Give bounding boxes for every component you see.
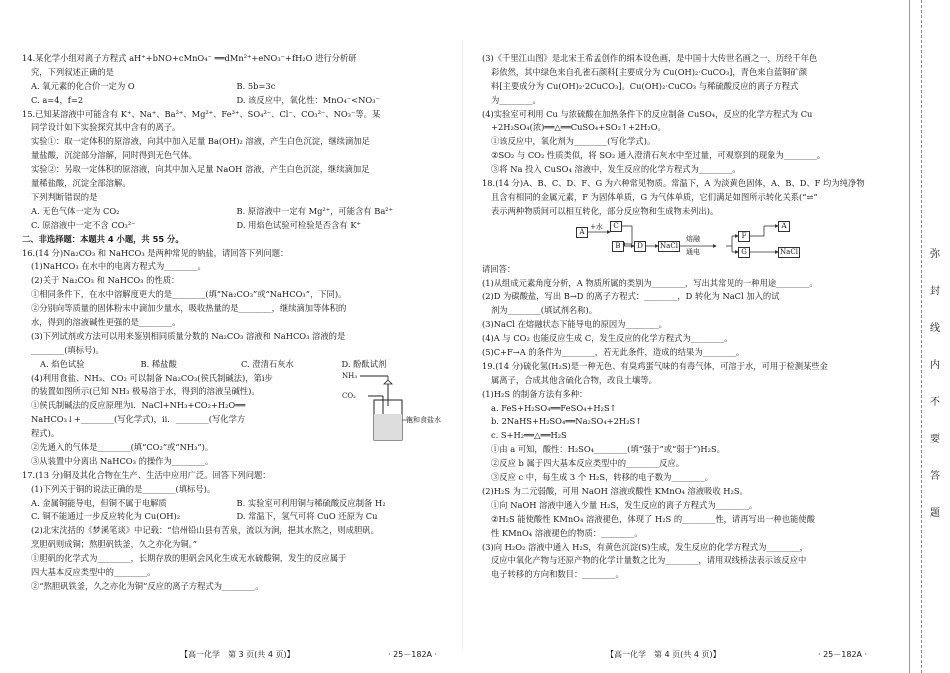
left-page-footer: 【高一化学 第 3 页(共 4 页)】 (180, 650, 295, 659)
q15-exp1: 实验①：取一定体积的原溶液，向其中加入足量 Ba(OH)₂ 溶液，产生白色沉淀，继续滴加足 (31, 136, 370, 147)
q14-option-d: D. 该反应中，氧化性：MnO₄⁻<NO₃⁻ (236, 94, 380, 105)
q19-2-2: ②H₂S 能使酸性 KMnO₄ 溶液褪色，体现了 H₂S 的________性，请再写出一种也能使酸 (491, 513, 815, 524)
q16-4-block (22, 372, 442, 469)
q16-4-1c: 程式)。 (31, 428, 60, 439)
left-page (22, 52, 442, 594)
q19-2-1: ①向 NaOH 溶液中通入少量 H₂S，发生反应的离子方程式为________。 (491, 499, 758, 510)
right-page-footer: 【高一化学 第 4 页(共 4 页)】 (606, 650, 721, 659)
q15-option-d: D. 用焰色试验可检验是否含有 K⁺ (236, 219, 361, 230)
q16-stem: 16.(14 分)Na₂CO₃ 和 NaHCO₃ 是两种常见的钠盐，请回答下列问题： (22, 247, 289, 258)
q16-option-b: B. 稀盐酸 (140, 358, 177, 369)
plus-water-label: +水 (590, 222, 603, 231)
q15-options-row2 (22, 219, 442, 233)
page-divider (462, 40, 463, 650)
q19-1: (1)H₂S 的制备方法有多种： (482, 388, 588, 399)
q16-option-a: A. 焰色试验 (40, 358, 85, 369)
q15-option-a: A. 无色气体一定为 CO₂ (31, 205, 120, 216)
q17-4-eq: +2H₂SO₄(浓)══△══CuSO₄+SO₂↑+2H₂O。 (491, 122, 666, 133)
q16-option-d: D. 酚酞试剂 (341, 358, 387, 369)
q16-2: (2)关于 Na₂CO₃ 和 NaHCO₃ 的性质： (31, 275, 180, 286)
node-f: F (738, 231, 750, 242)
seal-char: 弥 (930, 249, 940, 260)
node-a-right: A (778, 221, 790, 232)
seal-dashed-line (921, 0, 922, 673)
q17-1: (1)下列关于铜的说法正确的是________(填标号)。 (31, 483, 216, 494)
q16-option-c: C. 澄清石灰水 (241, 358, 294, 369)
q18-2b: 剂为________(填试剂名称)。 (491, 305, 598, 316)
q18-4: (4)A 与 CO₂ 也能反应生成 C，发生反应的化学方程式为________。 (482, 333, 733, 344)
q15-exp2-2: 量稀盐酸，沉淀全部溶解。 (31, 178, 131, 189)
q15-exp2: 实验②：另取一定体积的原溶液，向其中加入足量 NaOH 溶液，产生白色沉淀，继续滴加足 (31, 164, 370, 175)
node-g: G (738, 247, 750, 258)
node-c: C (610, 221, 622, 232)
q15-option-c: C. 原溶液中一定不含 CO₃²⁻ (31, 219, 136, 230)
q19-1-c: c. S+H₂══△══H₂S (491, 430, 567, 441)
node-a-left: A (576, 227, 588, 238)
q14-option-a: A. 氧元素的化合价一定为 O (31, 80, 135, 91)
q16-4-2: ②先通入的气体是________(填“CO₂”或“NH₃”)。 (31, 442, 214, 453)
q17-2-1: ①胆矾的化学式为________，长期存放的胆矾会风化生成无水硫酸铜，发生的反应属于 (31, 553, 347, 564)
q17-4-1: ①该反应中，氧化剂为________(写化学式)。 (491, 136, 656, 147)
q14-option-c: C. a=4，f=2 (31, 94, 84, 105)
node-d: D (634, 241, 646, 252)
section-heading: 二、非选择题：本题共 4 小题，共 55 分。 (22, 233, 184, 244)
apparatus-svg (340, 370, 440, 450)
q18-stem-2: 且含有相同的金属元素，F 为固体单质，G 为气体单质，它们满足如图所示转化关系(“⇌” (491, 191, 818, 202)
apparatus-figure (340, 370, 440, 450)
melt-label: 熔融 (686, 234, 700, 243)
q17-3c: 料[主要成分为 Cu(OH)₂·2CuCO₃]。Cu(OH)₂·CuCO₃ 与稀硫酸反应的离子方程式 (491, 80, 799, 91)
q16-2-2: ②分别向等质量的固体粉末中滴加少量水，吸收热量的是________，继续滴加等体积的 (31, 303, 347, 314)
q17-2: (2)北宋沈括的《梦溪笔谈》中记载：“信州铅山县有苦泉，流以为涧，挹其水熬之，则成胆矾。 (31, 525, 379, 536)
q17-4: (4)实验室可利用 Cu 与浓硫酸在加热条件下的反应制备 CuSO₄，反应的化学方程式为 Cu (482, 108, 813, 119)
q15-option-b: B. 原溶液中一定有 Mg²⁺，可能含有 Ba²⁺ (236, 205, 393, 216)
q17-4-3: ③将 Na 投入 CuSO₄ 溶液中，发生反应的化学方程式为________。 (491, 164, 741, 175)
q18-1: (1)从组成元素角度分析，A 物质所属的类别为________，写出其常见的一种用途________。 (482, 277, 818, 288)
node-nacl-1: NaCl (658, 241, 680, 252)
brine-label: 饱和食盐水 (406, 415, 441, 424)
q18-stem-3: 表示两种物质间可以相互转化，部分反应物和生成物未列出)。 (491, 205, 719, 216)
q19-1-b: b. 2NaHS+H₂SO₄══Na₂SO₄+2H₂S↑ (491, 416, 643, 427)
q17-4-2: ②SO₂ 与 CO₂ 性质类似，将 SO₂ 通入澄清石灰水中至过量，可观察到的现象为________。 (491, 150, 826, 161)
rail-edge (909, 0, 910, 673)
q17-3b: 彩依然，其中绿色来自孔雀石颜料[主要成分为 Cu(OH)₂·CuCO₃]，青色来自蓝铜矿颜 (491, 66, 808, 77)
seal-char: 内 (930, 360, 940, 371)
q15-exp1-2: 量盐酸，沉淀部分溶解，同时得到无色气体。 (31, 150, 197, 161)
q17-stem: 17.(13 分)铜及其化合物在生产、生活中应用广泛。回答下列问题： (22, 469, 271, 480)
q16-1: (1)NaHCO₃ 在水中的电离方程式为________。 (31, 261, 206, 272)
co2-label: CO₂ (342, 391, 356, 400)
q17-3: (3)《千里江山图》是北宋王希孟创作的绢本设色画，是中国十大传世名画之一，历经千年色 (482, 53, 818, 63)
q18-2: (2)D 为碳酸盐，写出 B→D 的离子方程式：________，D 转化为 NaCl 加入的试 (482, 291, 780, 302)
q17-2b: 烹胆矾则成铜；熬胆矾铁釜，久之亦化为铜。” (31, 539, 198, 550)
right-page (482, 52, 884, 582)
q17-2-2: ②“熬胆矾铁釜，久之亦化为铜”反应的离子方程式为________。 (31, 580, 264, 591)
q18-ask: 请回答： (482, 263, 516, 274)
q19-1-3: ③反应 c 中，每生成 3 个 H₂S，转移的电子数为________。 (491, 472, 713, 483)
q14-options-row1 (22, 80, 442, 94)
q16-2-2b: 水，得到的溶液碱性更强的是________。 (31, 316, 181, 327)
q18-arrows (482, 220, 884, 260)
seal-char: 线 (930, 323, 940, 334)
q17-option-b: B. 实验室可利用铜与稀硫酸反应制备 H₂ (236, 497, 386, 508)
q15-ask: 下列判断错误的是 (31, 191, 98, 202)
q16-2-1: ①相同条件下，在水中溶解度更大的是________(填“Na₂CO₃”或“NaHCO₃”，下同)。 (31, 289, 347, 300)
q15-options-row1 (22, 205, 442, 219)
q16-4-1b: NaHCO₃↓+________(写化学式)，ⅱ．________(写化学方 (31, 414, 246, 425)
q17-3d: 为________。 (491, 94, 541, 105)
node-b: B (612, 241, 624, 252)
seal-char: 要 (930, 434, 940, 445)
q17-options-row2 (22, 510, 442, 524)
q14-stem: 14.某化学小组对离子方程式 aH⁺+bNO+cMnO₄⁻ ══dMn²⁺+eNO₃⁻+fH₂O 进行分析研 (22, 53, 357, 63)
q17-option-a: A. 金属铜能导电，但铜不属于电解质 (31, 497, 167, 508)
nh3-label: NH₃ (342, 371, 358, 380)
q17-2-1b: 四大基本反应类型中的________。 (31, 567, 156, 578)
q19-3b: 反应中氧化产物与还原产物的化学计量数之比为________，请用双线桥法表示该反应中 (491, 555, 807, 566)
electrolysis-label: 通电 (686, 247, 700, 256)
q15-stem: 15.已知某溶液中可能含有 K⁺、Na⁺、Ba²⁺、Mg²⁺、Fe³⁺、SO₄²⁻、Cl⁻、CO₃²⁻、NO₃⁻等。某 (22, 108, 381, 119)
seal-char: 答 (930, 471, 940, 482)
q19-2: (2)H₂S 为二元弱酸，可用 NaOH 溶液或酸性 KMnO₄ 溶液吸收 H₂S。 (482, 485, 748, 496)
q16-3b: ________(填标号)。 (31, 344, 104, 355)
q16-4-1: ①侯氏制碱法的反应原理为ⅰ．NaCl+NH₃+CO₂+H₂O══ (31, 400, 246, 411)
q17-options-row1 (22, 497, 442, 511)
seal-line-rail (903, 0, 950, 673)
seal-char: 不 (930, 397, 940, 408)
q18-stem: 18.(14 分)A、B、C、D、F、G 为六种常见物质。常温下，A 为淡黄色固体，A、B、D、F 均为纯净物 (482, 178, 865, 189)
q16-3: (3)下列试剂或方法可以用来鉴别相同质量分数的 Na₂CO₃ 溶液和 NaHCO₃ 溶液的是 (31, 330, 346, 341)
q16-4: (4)利用食盐、NH₃、CO₂ 可以制备 Na₂CO₃(侯氏制碱法)，第ⅰ步 (31, 372, 273, 383)
q18-diagram (482, 220, 884, 260)
q15-stem-2: 同学设计如下实验探究其中含有的离子。 (31, 122, 181, 133)
q19-2-2b: 性 KMnO₄ 溶液褪色的物质：________。 (491, 527, 643, 538)
q17-option-c: C. 铜不能通过一步反应转化为 Cu(OH)₂ (31, 511, 181, 522)
left-page-code: · 25－182A · (388, 650, 438, 659)
q19-3c: 电子转移的方向和数目：________。 (491, 569, 624, 580)
q19-1-a: a. FeS+H₂SO₄══FeSO₄+H₂S↑ (491, 402, 617, 413)
q18-5: (5)C+F→A 的条件为________，若无此条件，造成的结果为________。 (482, 347, 745, 358)
q16-4b: 的装置如图所示(已知 NH₃ 极易溶于水，得到的溶液呈碱性)。 (31, 386, 260, 397)
seal-char: 封 (930, 286, 940, 297)
q16-4-3: ③从装置中分离出 NaHCO₃ 的操作为________。 (31, 455, 214, 466)
q19-3: (3)向 H₂O₂ 溶液中通入 H₂S，有黄色沉淀(S)生成，发生反应的化学方程式为________， (482, 541, 808, 552)
q17-option-d: D. 常温下，氢气可将 CuO 还原为 Cu (236, 511, 378, 522)
q18-3: (3)NaCl 在熔融状态下能导电的原因为________。 (482, 319, 667, 330)
node-nacl-2: NaCl (778, 247, 800, 258)
seal-char: 题 (930, 508, 940, 519)
q14-stem-2: 究，下列叙述正确的是 (31, 66, 114, 77)
q14-option-b: B. 5b=3c (236, 80, 276, 91)
q19-1-1: ①由 a 可知，酸性：H₂SO₄________(填“强于”或“弱于”)H₂S。 (491, 444, 725, 455)
q19-stem-2: 属离子，合成其他含硫化合物，改良土壤等。 (491, 374, 657, 385)
q14-options-row2 (22, 94, 442, 108)
right-page-code: · 25－182A · (818, 650, 868, 659)
q19-stem: 19.(14 分)硫化氢(H₂S)是一种无色、有臭鸡蛋气味的有毒气体，可溶于水，可用于检测某些金 (482, 360, 828, 371)
q19-1-2: ②反应 b 属于四大基本反应类型中的________反应。 (491, 458, 685, 469)
